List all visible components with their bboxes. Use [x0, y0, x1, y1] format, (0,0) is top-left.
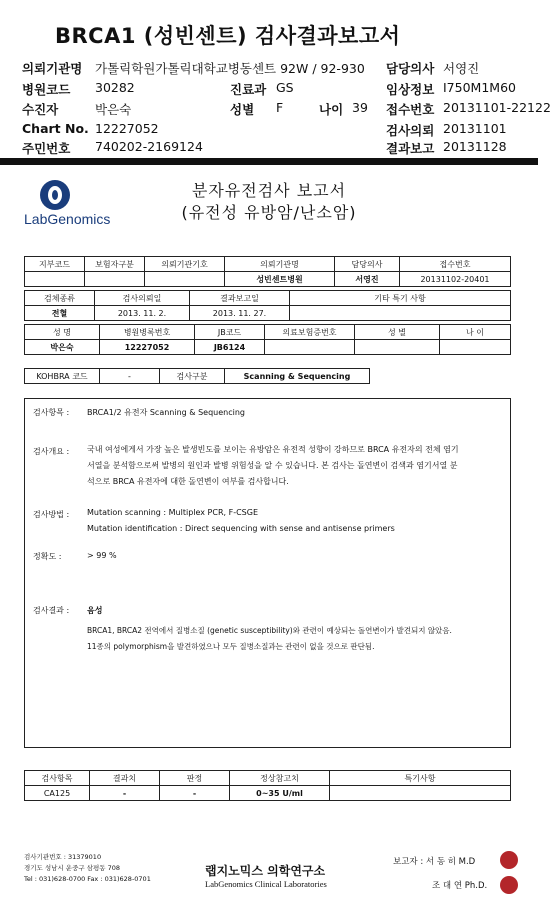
value-age: 39 [352, 100, 368, 115]
label-patient: 수진자 [22, 102, 59, 117]
cell: 지부코드 [25, 257, 85, 272]
value-institution: 가톨릭학원가톨릭대학교병동센트 92W / 92-930 [95, 61, 365, 76]
info-table-3 [24, 324, 511, 355]
cell: JB코드 [195, 325, 265, 340]
summary-line: 석으로 BRCA 유전자에 대한 돌연변이 여부를 검사합니다. [87, 477, 289, 486]
value-result: 음성 [87, 606, 103, 615]
cell: 보험자구분 [85, 257, 145, 272]
cell [355, 340, 440, 355]
cell: 결과보고일 [190, 291, 290, 306]
value-chart-no: 12227052 [95, 121, 159, 136]
cell: 결과치 [90, 771, 160, 786]
kohbra-table [24, 368, 370, 384]
footer-org-en: LabGenomics Clinical Laboratories [205, 879, 327, 889]
cell [145, 272, 225, 287]
value-sex: F [276, 100, 284, 115]
cell: 검사구분 [160, 369, 225, 384]
cell: - [160, 786, 230, 801]
label-receipt-no: 접수번호 [386, 102, 435, 117]
label-hospital-code: 병원코드 [22, 82, 71, 97]
summary-text [87, 442, 507, 490]
cell: 성 명 [25, 325, 100, 340]
footer-line: 경기도 성남시 운중구 삼평동 708 [24, 864, 121, 872]
cell: KOHBRA 코드 [25, 369, 100, 384]
footer-address [24, 852, 151, 885]
cell: JB6124 [195, 340, 265, 355]
footer-reviewer: 조 대 연 Ph.D. [432, 881, 488, 891]
cell: 검체종류 [25, 291, 95, 306]
cell: 담당의사 [335, 257, 400, 272]
logo-text: LabGenomics [24, 211, 111, 227]
result-line: BRCA1, BRCA2 전역에서 질병소질 (genetic susceptibility)와 관련이 예상되는 돌연변이가 발견되지 않았음. [87, 626, 452, 635]
cell: 20131102-20401 [400, 272, 511, 287]
value-test-item: BRCA1/2 유전자 Scanning & Sequencing [87, 408, 245, 417]
cell: 의료보험증번호 [265, 325, 355, 340]
cell: 의뢰기관기호 [145, 257, 225, 272]
label-summary: 검사개요 : [33, 447, 70, 456]
method-line: Mutation identification : Direct sequencing with sense and antisense primers [87, 524, 395, 533]
seal-stamp-icon [500, 876, 518, 894]
label-department: 진료과 [230, 82, 267, 97]
label-institution: 의뢰기관명 [22, 61, 83, 76]
cell: 2013. 11. 2. [95, 306, 190, 321]
footer-org-kr: 랩지노믹스 의학연구소 [205, 864, 326, 878]
cell: 의뢰기관명 [225, 257, 335, 272]
method-line: Mutation scanning : Multiplex PCR, F-CSGE [87, 508, 259, 517]
separator-bar [0, 158, 538, 165]
cell: 정상참고치 [230, 771, 330, 786]
value-receipt-no: 20131101-22122 [443, 100, 551, 115]
cell: 2013. 11. 27. [190, 306, 290, 321]
label-test-item: 검사항목 : [33, 408, 70, 417]
value-accuracy: > 99 % [87, 551, 117, 560]
cell: 접수번호 [400, 257, 511, 272]
cell: CA125 [25, 786, 90, 801]
report-title: 분자유전검사 보고서 [191, 181, 347, 200]
report-subtitle: (유전성 유방암/난소암) [181, 203, 357, 222]
label-resident-no: 주민번호 [22, 141, 71, 156]
cell [25, 272, 85, 287]
value-doctor: 서영진 [443, 61, 480, 76]
footer-line: 검사기관번호 : 31379010 [24, 853, 102, 861]
cell: 검사항목 [25, 771, 90, 786]
cell: 기타 특기 사항 [290, 291, 511, 306]
info-table-1 [24, 256, 511, 287]
cell: 서영진 [335, 272, 400, 287]
cell [85, 272, 145, 287]
value-report-date: 20131128 [443, 139, 507, 154]
label-sex: 성별 [230, 102, 255, 117]
label-report-date: 결과보고 [386, 141, 435, 156]
summary-line: 국내 여성에게서 가장 높은 발생빈도를 보이는 유방암은 유전적 성향이 강하므로 BRCA 유전자의 전체 염기 [87, 445, 459, 454]
value-clinical-info: I750M1M60 [443, 80, 516, 95]
label-clinical-info: 임상정보 [386, 82, 435, 97]
result-text [87, 623, 512, 655]
cell: 성 별 [355, 325, 440, 340]
cell: - [90, 786, 160, 801]
cell: - [100, 369, 160, 384]
value-patient: 박은숙 [95, 102, 132, 117]
value-request-date: 20131101 [443, 121, 507, 136]
label-method: 검사방법 : [33, 510, 70, 519]
label-chart-no: Chart No. [22, 121, 89, 136]
cell: 특기사항 [330, 771, 511, 786]
cell: 병원병록번호 [100, 325, 195, 340]
label-age: 나이 [319, 102, 344, 117]
result-table [24, 770, 511, 801]
footer-line: Tel : 031)628-0700 Fax : 031)628-0701 [24, 875, 151, 883]
cell [265, 340, 355, 355]
info-table-2 [24, 290, 511, 321]
cell: 나 이 [440, 325, 511, 340]
value-resident-no: 740202-2169124 [95, 139, 203, 154]
value-hospital-code: 30282 [95, 80, 135, 95]
cell [440, 340, 511, 355]
method-text [87, 505, 507, 537]
cell: 전혈 [25, 306, 95, 321]
label-doctor: 담당의사 [386, 61, 435, 76]
cell: Scanning & Sequencing [225, 369, 370, 384]
cell: 검사의뢰일 [95, 291, 190, 306]
cell: 성빈센트병원 [225, 272, 335, 287]
summary-line: 서열을 분석함으로써 발병의 원인과 발병 위험성을 알 수 있습니다. 본 검사는 돌연변이 검색과 염기서열 분 [87, 461, 458, 470]
cell: 12227052 [100, 340, 195, 355]
seal-stamp-icon [500, 851, 518, 869]
footer-reporter: 보고자 : 서 동 히 M.D [393, 857, 476, 867]
label-result: 검사결과 : [33, 606, 70, 615]
cell: 0~35 U/ml [230, 786, 330, 801]
value-department: GS [276, 80, 294, 95]
label-accuracy: 정확도 : [33, 552, 62, 561]
document-title: BRCA1 (성빈센트) 검사결과보고서 [55, 24, 401, 48]
cell [330, 786, 511, 801]
cell [290, 306, 511, 321]
cell: 박은숙 [25, 340, 100, 355]
cell: 판정 [160, 771, 230, 786]
result-line: 11종의 polymorphism을 발견하였으나 모두 질병소질과는 관련이 없을 것으로 판단됨. [87, 642, 375, 651]
label-request-date: 검사의뢰 [386, 123, 435, 138]
